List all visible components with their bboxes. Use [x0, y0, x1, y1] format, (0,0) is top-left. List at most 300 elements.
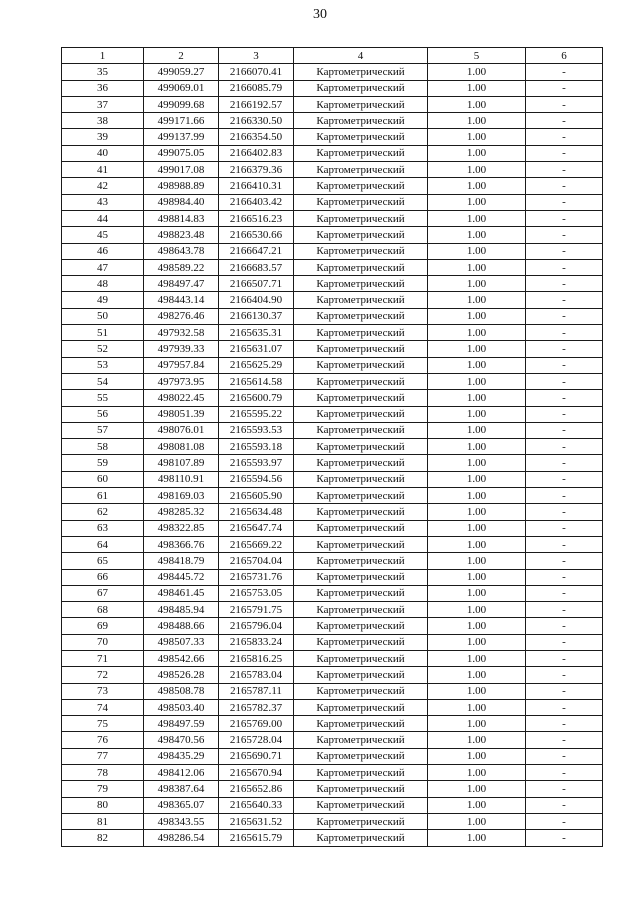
method-cell: Картометрический [294, 357, 428, 373]
accuracy-cell: 1.00 [428, 683, 526, 699]
y-coordinate-cell: 2165595.22 [219, 406, 294, 422]
table-row [62, 96, 603, 112]
method-cell: Картометрический [294, 390, 428, 406]
description-cell: - [526, 813, 603, 829]
table-row [62, 585, 603, 601]
point-number-cell: 45 [62, 227, 144, 243]
accuracy-cell: 1.00 [428, 634, 526, 650]
description-cell: - [526, 536, 603, 552]
method-cell: Картометрический [294, 439, 428, 455]
accuracy-cell: 1.00 [428, 732, 526, 748]
table-row [62, 536, 603, 552]
description-cell: - [526, 732, 603, 748]
accuracy-cell: 1.00 [428, 716, 526, 732]
accuracy-cell: 1.00 [428, 292, 526, 308]
y-coordinate-cell: 2165615.79 [219, 830, 294, 846]
method-cell: Картометрический [294, 325, 428, 341]
point-number-cell: 79 [62, 781, 144, 797]
x-coordinate-cell: 498110.91 [144, 471, 219, 487]
description-cell: - [526, 553, 603, 569]
x-coordinate-cell: 499171.66 [144, 113, 219, 129]
x-coordinate-cell: 498497.47 [144, 276, 219, 292]
point-number-cell: 66 [62, 569, 144, 585]
point-number-cell: 37 [62, 96, 144, 112]
y-coordinate-cell: 2165731.76 [219, 569, 294, 585]
x-coordinate-cell: 498461.45 [144, 585, 219, 601]
y-coordinate-cell: 2166404.90 [219, 292, 294, 308]
method-cell: Картометрический [294, 292, 428, 308]
x-coordinate-cell: 498485.94 [144, 602, 219, 618]
method-cell: Картометрический [294, 276, 428, 292]
description-cell: - [526, 227, 603, 243]
y-coordinate-cell: 2165625.29 [219, 357, 294, 373]
column-header-1: 1 [62, 48, 144, 64]
x-coordinate-cell: 498984.40 [144, 194, 219, 210]
table-row [62, 797, 603, 813]
method-cell: Картометрический [294, 210, 428, 226]
accuracy-cell: 1.00 [428, 259, 526, 275]
method-cell: Картометрический [294, 732, 428, 748]
method-cell: Картометрический [294, 64, 428, 80]
description-cell: - [526, 390, 603, 406]
method-cell: Картометрический [294, 716, 428, 732]
table-row [62, 178, 603, 194]
description-cell: - [526, 243, 603, 259]
accuracy-cell: 1.00 [428, 357, 526, 373]
accuracy-cell: 1.00 [428, 406, 526, 422]
accuracy-cell: 1.00 [428, 602, 526, 618]
accuracy-cell: 1.00 [428, 373, 526, 389]
y-coordinate-cell: 2165647.74 [219, 520, 294, 536]
x-coordinate-cell: 499137.99 [144, 129, 219, 145]
x-coordinate-cell: 498081.08 [144, 439, 219, 455]
table-row [62, 504, 603, 520]
x-coordinate-cell: 498418.79 [144, 553, 219, 569]
point-number-cell: 56 [62, 406, 144, 422]
table-row [62, 390, 603, 406]
point-number-cell: 70 [62, 634, 144, 650]
page-number: 30 [313, 7, 327, 22]
table-row [62, 732, 603, 748]
x-coordinate-cell: 498526.28 [144, 667, 219, 683]
description-cell: - [526, 765, 603, 781]
description-cell: - [526, 259, 603, 275]
description-cell: - [526, 357, 603, 373]
description-cell: - [526, 667, 603, 683]
point-number-cell: 40 [62, 145, 144, 161]
point-number-cell: 54 [62, 373, 144, 389]
x-coordinate-cell: 498589.22 [144, 259, 219, 275]
description-cell: - [526, 341, 603, 357]
x-coordinate-cell: 498412.06 [144, 765, 219, 781]
method-cell: Картометрический [294, 227, 428, 243]
accuracy-cell: 1.00 [428, 113, 526, 129]
x-coordinate-cell: 499099.68 [144, 96, 219, 112]
x-coordinate-cell: 497957.84 [144, 357, 219, 373]
point-number-cell: 60 [62, 471, 144, 487]
y-coordinate-cell: 2165783.04 [219, 667, 294, 683]
method-cell: Картометрический [294, 259, 428, 275]
accuracy-cell: 1.00 [428, 390, 526, 406]
table-row [62, 210, 603, 226]
method-cell: Картометрический [294, 797, 428, 813]
x-coordinate-cell: 498285.32 [144, 504, 219, 520]
accuracy-cell: 1.00 [428, 488, 526, 504]
y-coordinate-cell: 2165704.04 [219, 553, 294, 569]
y-coordinate-cell: 2166683.57 [219, 259, 294, 275]
y-coordinate-cell: 2165593.97 [219, 455, 294, 471]
point-number-cell: 78 [62, 765, 144, 781]
point-number-cell: 77 [62, 748, 144, 764]
description-cell: - [526, 276, 603, 292]
x-coordinate-cell: 498169.03 [144, 488, 219, 504]
table-body [62, 64, 603, 846]
table-row [62, 765, 603, 781]
column-header-5: 5 [428, 48, 526, 64]
method-cell: Картометрический [294, 406, 428, 422]
accuracy-cell: 1.00 [428, 162, 526, 178]
description-cell: - [526, 325, 603, 341]
y-coordinate-cell: 2165796.04 [219, 618, 294, 634]
description-cell: - [526, 145, 603, 161]
method-cell: Картометрический [294, 683, 428, 699]
table-row [62, 781, 603, 797]
table-row [62, 227, 603, 243]
y-coordinate-cell: 2166530.66 [219, 227, 294, 243]
method-cell: Картометрический [294, 813, 428, 829]
x-coordinate-cell: 498497.59 [144, 716, 219, 732]
table-row [62, 813, 603, 829]
accuracy-cell: 1.00 [428, 243, 526, 259]
point-number-cell: 65 [62, 553, 144, 569]
accuracy-cell: 1.00 [428, 276, 526, 292]
description-cell: - [526, 781, 603, 797]
y-coordinate-cell: 2166130.37 [219, 308, 294, 324]
accuracy-cell: 1.00 [428, 308, 526, 324]
method-cell: Картометрический [294, 618, 428, 634]
description-cell: - [526, 178, 603, 194]
table-row [62, 667, 603, 683]
accuracy-cell: 1.00 [428, 325, 526, 341]
y-coordinate-cell: 2166192.57 [219, 96, 294, 112]
point-number-cell: 43 [62, 194, 144, 210]
accuracy-cell: 1.00 [428, 194, 526, 210]
description-cell: - [526, 113, 603, 129]
point-number-cell: 74 [62, 699, 144, 715]
point-number-cell: 61 [62, 488, 144, 504]
table-row [62, 243, 603, 259]
point-number-cell: 82 [62, 830, 144, 846]
x-coordinate-cell: 498988.89 [144, 178, 219, 194]
x-coordinate-cell: 498445.72 [144, 569, 219, 585]
y-coordinate-cell: 2166516.23 [219, 210, 294, 226]
coordinates-table [61, 47, 603, 847]
accuracy-cell: 1.00 [428, 341, 526, 357]
column-header-2: 2 [144, 48, 219, 64]
table-row [62, 80, 603, 96]
x-coordinate-cell: 499017.08 [144, 162, 219, 178]
method-cell: Картометрический [294, 162, 428, 178]
point-number-cell: 67 [62, 585, 144, 601]
description-cell: - [526, 80, 603, 96]
y-coordinate-cell: 2165816.25 [219, 650, 294, 666]
y-coordinate-cell: 2165631.52 [219, 813, 294, 829]
x-coordinate-cell: 498823.48 [144, 227, 219, 243]
description-cell: - [526, 210, 603, 226]
accuracy-cell: 1.00 [428, 748, 526, 764]
table-header-row [62, 48, 603, 64]
method-cell: Картометрический [294, 553, 428, 569]
point-number-cell: 41 [62, 162, 144, 178]
point-number-cell: 58 [62, 439, 144, 455]
table-row [62, 308, 603, 324]
accuracy-cell: 1.00 [428, 129, 526, 145]
y-coordinate-cell: 2165769.00 [219, 716, 294, 732]
point-number-cell: 51 [62, 325, 144, 341]
table-row [62, 259, 603, 275]
x-coordinate-cell: 498366.76 [144, 536, 219, 552]
y-coordinate-cell: 2165787.11 [219, 683, 294, 699]
table-row [62, 602, 603, 618]
table-row [62, 618, 603, 634]
method-cell: Картометрический [294, 455, 428, 471]
point-number-cell: 36 [62, 80, 144, 96]
table-row [62, 406, 603, 422]
description-cell: - [526, 618, 603, 634]
description-cell: - [526, 471, 603, 487]
y-coordinate-cell: 2166354.50 [219, 129, 294, 145]
accuracy-cell: 1.00 [428, 797, 526, 813]
accuracy-cell: 1.00 [428, 520, 526, 536]
point-number-cell: 64 [62, 536, 144, 552]
method-cell: Картометрический [294, 488, 428, 504]
description-cell: - [526, 162, 603, 178]
y-coordinate-cell: 2165690.71 [219, 748, 294, 764]
table-row [62, 162, 603, 178]
point-number-cell: 80 [62, 797, 144, 813]
x-coordinate-cell: 499059.27 [144, 64, 219, 80]
table-row [62, 422, 603, 438]
y-coordinate-cell: 2166410.31 [219, 178, 294, 194]
y-coordinate-cell: 2166070.41 [219, 64, 294, 80]
point-number-cell: 47 [62, 259, 144, 275]
method-cell: Картометрический [294, 781, 428, 797]
table-row [62, 716, 603, 732]
point-number-cell: 53 [62, 357, 144, 373]
description-cell: - [526, 64, 603, 80]
point-number-cell: 35 [62, 64, 144, 80]
accuracy-cell: 1.00 [428, 813, 526, 829]
accuracy-cell: 1.00 [428, 699, 526, 715]
y-coordinate-cell: 2165670.94 [219, 765, 294, 781]
x-coordinate-cell: 498286.54 [144, 830, 219, 846]
point-number-cell: 69 [62, 618, 144, 634]
method-cell: Картометрический [294, 194, 428, 210]
x-coordinate-cell: 498814.83 [144, 210, 219, 226]
point-number-cell: 71 [62, 650, 144, 666]
accuracy-cell: 1.00 [428, 569, 526, 585]
table-row [62, 488, 603, 504]
method-cell: Картометрический [294, 536, 428, 552]
point-number-cell: 44 [62, 210, 144, 226]
table-row [62, 683, 603, 699]
method-cell: Картометрический [294, 308, 428, 324]
table-row [62, 276, 603, 292]
x-coordinate-cell: 498051.39 [144, 406, 219, 422]
description-cell: - [526, 830, 603, 846]
description-cell: - [526, 520, 603, 536]
accuracy-cell: 1.00 [428, 178, 526, 194]
point-number-cell: 57 [62, 422, 144, 438]
point-number-cell: 39 [62, 129, 144, 145]
x-coordinate-cell: 498076.01 [144, 422, 219, 438]
table-row [62, 569, 603, 585]
description-cell: - [526, 129, 603, 145]
description-cell: - [526, 422, 603, 438]
method-cell: Картометрический [294, 178, 428, 194]
y-coordinate-cell: 2166507.71 [219, 276, 294, 292]
table-row [62, 634, 603, 650]
x-coordinate-cell: 498643.78 [144, 243, 219, 259]
x-coordinate-cell: 498107.89 [144, 455, 219, 471]
table-row [62, 471, 603, 487]
method-cell: Картометрический [294, 504, 428, 520]
table-row [62, 373, 603, 389]
method-cell: Картометрический [294, 373, 428, 389]
description-cell: - [526, 699, 603, 715]
y-coordinate-cell: 2165833.24 [219, 634, 294, 650]
y-coordinate-cell: 2165782.37 [219, 699, 294, 715]
table-row [62, 194, 603, 210]
table-row [62, 341, 603, 357]
method-cell: Картометрический [294, 765, 428, 781]
x-coordinate-cell: 497973.95 [144, 373, 219, 389]
y-coordinate-cell: 2166085.79 [219, 80, 294, 96]
description-cell: - [526, 650, 603, 666]
method-cell: Картометрический [294, 585, 428, 601]
y-coordinate-cell: 2165593.18 [219, 439, 294, 455]
x-coordinate-cell: 498343.55 [144, 813, 219, 829]
point-number-cell: 48 [62, 276, 144, 292]
method-cell: Картометрический [294, 341, 428, 357]
x-coordinate-cell: 498276.46 [144, 308, 219, 324]
method-cell: Картометрический [294, 634, 428, 650]
y-coordinate-cell: 2165652.86 [219, 781, 294, 797]
accuracy-cell: 1.00 [428, 422, 526, 438]
y-coordinate-cell: 2165593.53 [219, 422, 294, 438]
x-coordinate-cell: 498387.64 [144, 781, 219, 797]
x-coordinate-cell: 497932.58 [144, 325, 219, 341]
description-cell: - [526, 797, 603, 813]
accuracy-cell: 1.00 [428, 439, 526, 455]
y-coordinate-cell: 2165791.75 [219, 602, 294, 618]
x-coordinate-cell: 498470.56 [144, 732, 219, 748]
description-cell: - [526, 569, 603, 585]
point-number-cell: 81 [62, 813, 144, 829]
description-cell: - [526, 488, 603, 504]
point-number-cell: 75 [62, 716, 144, 732]
point-number-cell: 50 [62, 308, 144, 324]
accuracy-cell: 1.00 [428, 765, 526, 781]
description-cell: - [526, 308, 603, 324]
description-cell: - [526, 439, 603, 455]
column-header-6: 6 [526, 48, 603, 64]
y-coordinate-cell: 2166402.83 [219, 145, 294, 161]
table-row [62, 129, 603, 145]
method-cell: Картометрический [294, 96, 428, 112]
method-cell: Картометрический [294, 667, 428, 683]
point-number-cell: 73 [62, 683, 144, 699]
accuracy-cell: 1.00 [428, 227, 526, 243]
table-row [62, 455, 603, 471]
point-number-cell: 63 [62, 520, 144, 536]
table-row [62, 325, 603, 341]
x-coordinate-cell: 498022.45 [144, 390, 219, 406]
x-coordinate-cell: 498508.78 [144, 683, 219, 699]
description-cell: - [526, 602, 603, 618]
description-cell: - [526, 373, 603, 389]
x-coordinate-cell: 498322.85 [144, 520, 219, 536]
table-row [62, 292, 603, 308]
x-coordinate-cell: 499075.05 [144, 145, 219, 161]
table-row [62, 520, 603, 536]
description-cell: - [526, 455, 603, 471]
y-coordinate-cell: 2165635.31 [219, 325, 294, 341]
method-cell: Картометрический [294, 145, 428, 161]
method-cell: Картометрический [294, 650, 428, 666]
point-number-cell: 72 [62, 667, 144, 683]
x-coordinate-cell: 498443.14 [144, 292, 219, 308]
table-row [62, 439, 603, 455]
y-coordinate-cell: 2166647.21 [219, 243, 294, 259]
description-cell: - [526, 292, 603, 308]
point-number-cell: 59 [62, 455, 144, 471]
description-cell: - [526, 96, 603, 112]
table-row [62, 64, 603, 80]
description-cell: - [526, 194, 603, 210]
y-coordinate-cell: 2165728.04 [219, 732, 294, 748]
method-cell: Картометрический [294, 129, 428, 145]
point-number-cell: 55 [62, 390, 144, 406]
x-coordinate-cell: 498542.66 [144, 650, 219, 666]
accuracy-cell: 1.00 [428, 471, 526, 487]
method-cell: Картометрический [294, 520, 428, 536]
point-number-cell: 76 [62, 732, 144, 748]
y-coordinate-cell: 2165594.56 [219, 471, 294, 487]
y-coordinate-cell: 2165605.90 [219, 488, 294, 504]
description-cell: - [526, 585, 603, 601]
x-coordinate-cell: 498365.07 [144, 797, 219, 813]
method-cell: Картометрический [294, 602, 428, 618]
y-coordinate-cell: 2166379.36 [219, 162, 294, 178]
accuracy-cell: 1.00 [428, 650, 526, 666]
description-cell: - [526, 406, 603, 422]
table-row [62, 748, 603, 764]
method-cell: Картометрический [294, 471, 428, 487]
y-coordinate-cell: 2165634.48 [219, 504, 294, 520]
accuracy-cell: 1.00 [428, 536, 526, 552]
method-cell: Картометрический [294, 748, 428, 764]
y-coordinate-cell: 2165600.79 [219, 390, 294, 406]
x-coordinate-cell: 498507.33 [144, 634, 219, 650]
accuracy-cell: 1.00 [428, 553, 526, 569]
column-header-3: 3 [219, 48, 294, 64]
y-coordinate-cell: 2165614.58 [219, 373, 294, 389]
method-cell: Картометрический [294, 422, 428, 438]
y-coordinate-cell: 2166330.50 [219, 113, 294, 129]
accuracy-cell: 1.00 [428, 455, 526, 471]
x-coordinate-cell: 498503.40 [144, 699, 219, 715]
